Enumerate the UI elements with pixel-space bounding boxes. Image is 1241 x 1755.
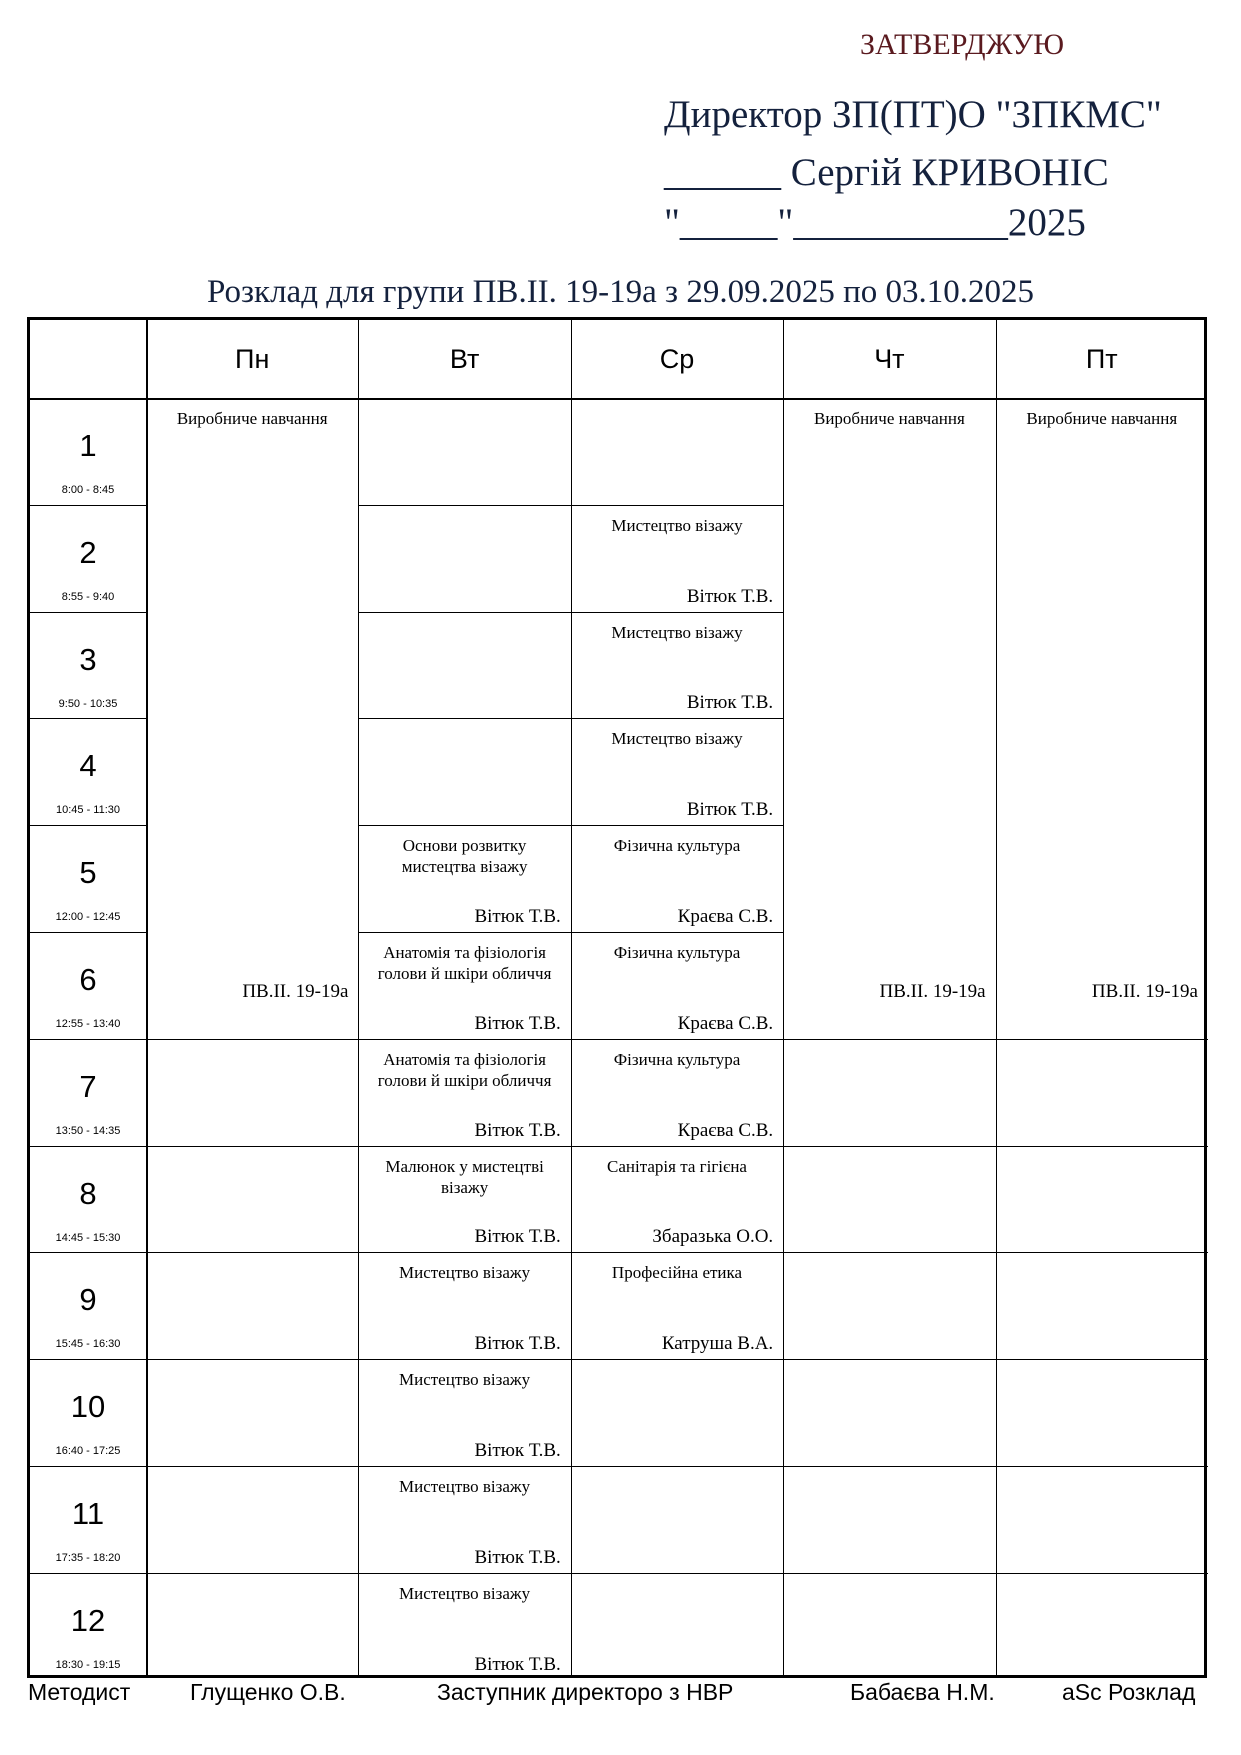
lesson-teacher: Краєва С.В. <box>677 1012 774 1034</box>
lesson-subject: Мистецтво візажу <box>398 1583 531 1603</box>
lesson-subject: Санітарія та гігієна <box>607 1156 747 1176</box>
date-line: "_____"___________2025 <box>664 201 1086 244</box>
period-number: 2 <box>79 534 97 570</box>
period-number: 4 <box>79 748 97 784</box>
lesson-teacher: Краєва С.В. <box>677 1119 774 1141</box>
period-time: 9:50 - 10:35 <box>58 697 118 710</box>
row-divider <box>146 1466 358 1467</box>
deputy-label: Заступник директоро з НВР <box>437 1679 734 1705</box>
row-divider <box>571 1573 783 1574</box>
period-time: 12:00 - 12:45 <box>55 911 121 924</box>
period-number: 6 <box>79 962 97 997</box>
lesson-group: ПВ.ІІ. 19-19а <box>1091 980 1198 1002</box>
row-divider <box>30 718 146 719</box>
row-divider <box>783 1146 995 1147</box>
lesson-subject: Виробниче навчання <box>814 409 965 428</box>
period-time: 17:35 - 18:20 <box>55 1552 121 1564</box>
lesson-cell <box>358 932 570 1039</box>
period-cell <box>30 1359 146 1466</box>
day-header: Пн <box>235 343 270 374</box>
period-number: 9 <box>79 1282 97 1318</box>
lesson-subject: Фізична культура <box>613 1049 741 1069</box>
lesson-cell <box>571 505 783 612</box>
row-divider <box>996 1146 1208 1147</box>
period-cell <box>30 1146 146 1253</box>
lesson-group: ПВ.ІІ. 19-19а <box>879 980 986 1002</box>
period-time: 14:45 - 15:30 <box>55 1231 121 1244</box>
row-divider <box>146 1573 358 1574</box>
row-divider <box>783 1252 995 1253</box>
period-cell <box>30 398 146 505</box>
lesson-teacher: Вітюк Т.В. <box>686 585 774 607</box>
lesson-cell <box>783 398 995 1039</box>
period-number: 1 <box>79 428 97 463</box>
lesson-subject: Мистецтво візажу <box>398 1370 531 1390</box>
row-divider <box>783 1573 995 1574</box>
row-divider <box>996 1359 1208 1360</box>
row-divider <box>358 612 570 613</box>
signature-line: ______ Сергій КРИВОНІС <box>664 151 1109 194</box>
lesson-cell <box>996 398 1208 1039</box>
row-divider <box>30 1573 146 1574</box>
row-divider <box>571 1359 783 1360</box>
lesson-cell <box>146 398 358 1039</box>
lesson-cell <box>358 825 570 932</box>
period-time: 13:50 - 14:35 <box>55 1124 121 1137</box>
day-header: Пт <box>1085 343 1118 374</box>
lesson-cell <box>571 1252 783 1359</box>
row-divider <box>996 1573 1208 1574</box>
lesson-subject: Виробниче навчання <box>1026 409 1178 428</box>
lesson-subject: Фізична культура <box>613 836 741 856</box>
row-divider <box>30 932 146 933</box>
period-cell <box>30 1252 146 1359</box>
period-cell <box>30 505 146 612</box>
lesson-teacher: Вітюк Т.В. <box>474 1333 561 1355</box>
lesson-teacher: Збаразька О.О. <box>652 1226 774 1248</box>
row-divider <box>30 1252 146 1253</box>
lesson-teacher: Вітюк Т.В. <box>474 1226 561 1248</box>
deputy-name: Бабаєва Н.М. <box>850 1679 995 1705</box>
row-divider <box>30 1359 146 1360</box>
period-cell <box>30 932 146 1039</box>
lesson-cell <box>571 932 783 1039</box>
lesson-cell <box>571 718 783 825</box>
lesson-teacher: Краєва С.В. <box>677 905 774 927</box>
row-divider <box>783 1039 995 1040</box>
lesson-teacher: Вітюк Т.В. <box>474 1546 561 1568</box>
period-number: 5 <box>79 855 97 891</box>
lesson-teacher: Вітюк Т.В. <box>474 1119 561 1141</box>
lesson-cell <box>358 1146 570 1253</box>
lesson-teacher: Вітюк Т.В. <box>474 1012 561 1034</box>
lesson-subject: Анатомія та фізіологія голови й шкіри обличчя <box>377 1049 552 1090</box>
period-number: 11 <box>71 1496 105 1531</box>
lesson-subject: Фізична культура <box>613 943 741 962</box>
period-cell <box>30 612 146 719</box>
methodist-name: Глущенко О.В. <box>190 1679 346 1705</box>
period-time: 8:00 - 8:45 <box>61 484 115 496</box>
period-cell <box>30 825 146 932</box>
lesson-subject: Мистецтво візажу <box>611 729 743 749</box>
row-divider <box>783 1466 995 1467</box>
period-cell <box>30 718 146 825</box>
row-divider <box>996 1466 1208 1467</box>
period-number: 3 <box>79 641 97 677</box>
lesson-cell <box>571 1146 783 1253</box>
lesson-teacher: Вітюк Т.В. <box>474 1439 561 1461</box>
lesson-subject: Мистецтво візажу <box>398 1263 531 1283</box>
director-line: Директор ЗП(ПТ)О "ЗПКМС" <box>664 93 1162 136</box>
period-time: 8:55 - 9:40 <box>61 590 115 603</box>
lesson-cell <box>358 1039 570 1146</box>
approval-label: ЗАТВЕРДЖУЮ <box>860 28 1065 61</box>
row-divider <box>30 612 146 613</box>
period-number: 7 <box>79 1068 97 1104</box>
lesson-teacher: Вітюк Т.В. <box>686 692 774 714</box>
period-number: 8 <box>79 1175 97 1211</box>
lesson-cell <box>571 612 783 719</box>
row-divider <box>30 1146 146 1147</box>
row-divider <box>30 1039 146 1040</box>
row-divider <box>30 825 146 826</box>
lesson-teacher: Вітюк Т.В. <box>474 1653 561 1675</box>
schedule-title: Розклад для групи ПВ.ІІ. 19-19а з 29.09.2025 по 03.10.2025 <box>206 274 1034 310</box>
period-cell <box>30 1573 146 1680</box>
period-time: 18:30 - 19:15 <box>55 1658 121 1671</box>
lesson-teacher: Катруша В.А. <box>661 1333 774 1355</box>
software-credit: aSc Розклад <box>1062 1679 1196 1705</box>
lesson-cell <box>358 1359 570 1466</box>
lesson-subject: Мистецтво візажу <box>398 1477 531 1496</box>
row-divider <box>146 1252 358 1253</box>
row-divider <box>358 718 570 719</box>
row-divider <box>146 1359 358 1360</box>
period-time: 12:55 - 13:40 <box>55 1018 121 1030</box>
methodist-label: Методист <box>28 1679 131 1705</box>
day-header: Чт <box>874 343 905 374</box>
period-time: 16:40 - 17:25 <box>55 1445 121 1458</box>
lesson-subject: Основи розвитку мистецтва візажу <box>401 836 528 877</box>
lesson-teacher: Вітюк Т.В. <box>686 799 774 821</box>
lesson-cell <box>358 1252 570 1359</box>
row-divider <box>571 1466 783 1467</box>
row-divider <box>783 1359 995 1360</box>
lesson-cell <box>358 1466 570 1573</box>
lesson-subject: Виробниче навчання <box>176 409 328 428</box>
lesson-subject: Мистецтво візажу <box>611 515 743 535</box>
period-time: 15:45 - 16:30 <box>55 1338 121 1351</box>
lesson-teacher: Вітюк Т.В. <box>474 905 561 927</box>
lesson-subject: Малюнок у мистецтві візажу <box>385 1156 544 1197</box>
row-divider <box>30 505 146 506</box>
lesson-cell <box>358 1573 570 1680</box>
row-divider <box>30 1466 146 1467</box>
row-divider <box>146 1146 358 1147</box>
row-divider <box>996 1039 1208 1040</box>
period-number: 12 <box>70 1602 106 1638</box>
lesson-subject: Професійна етика <box>611 1263 743 1283</box>
day-header: Вт <box>449 343 480 374</box>
lesson-subject: Мистецтво візажу <box>611 622 743 642</box>
period-number: 10 <box>70 1389 106 1425</box>
period-time: 10:45 - 11:30 <box>55 804 120 817</box>
lesson-cell <box>571 825 783 932</box>
day-header: Ср <box>659 343 695 374</box>
row-divider <box>996 1252 1208 1253</box>
lesson-group: ПВ.ІІ. 19-19а <box>242 980 349 1002</box>
row-divider <box>358 505 570 506</box>
schedule-grid <box>27 317 1207 1678</box>
lesson-cell <box>571 1039 783 1146</box>
row-divider <box>146 1039 358 1040</box>
period-cell <box>30 1466 146 1573</box>
lesson-subject: Анатомія та фізіологія голови й шкіри обличчя <box>377 943 552 983</box>
period-cell <box>30 1039 146 1146</box>
